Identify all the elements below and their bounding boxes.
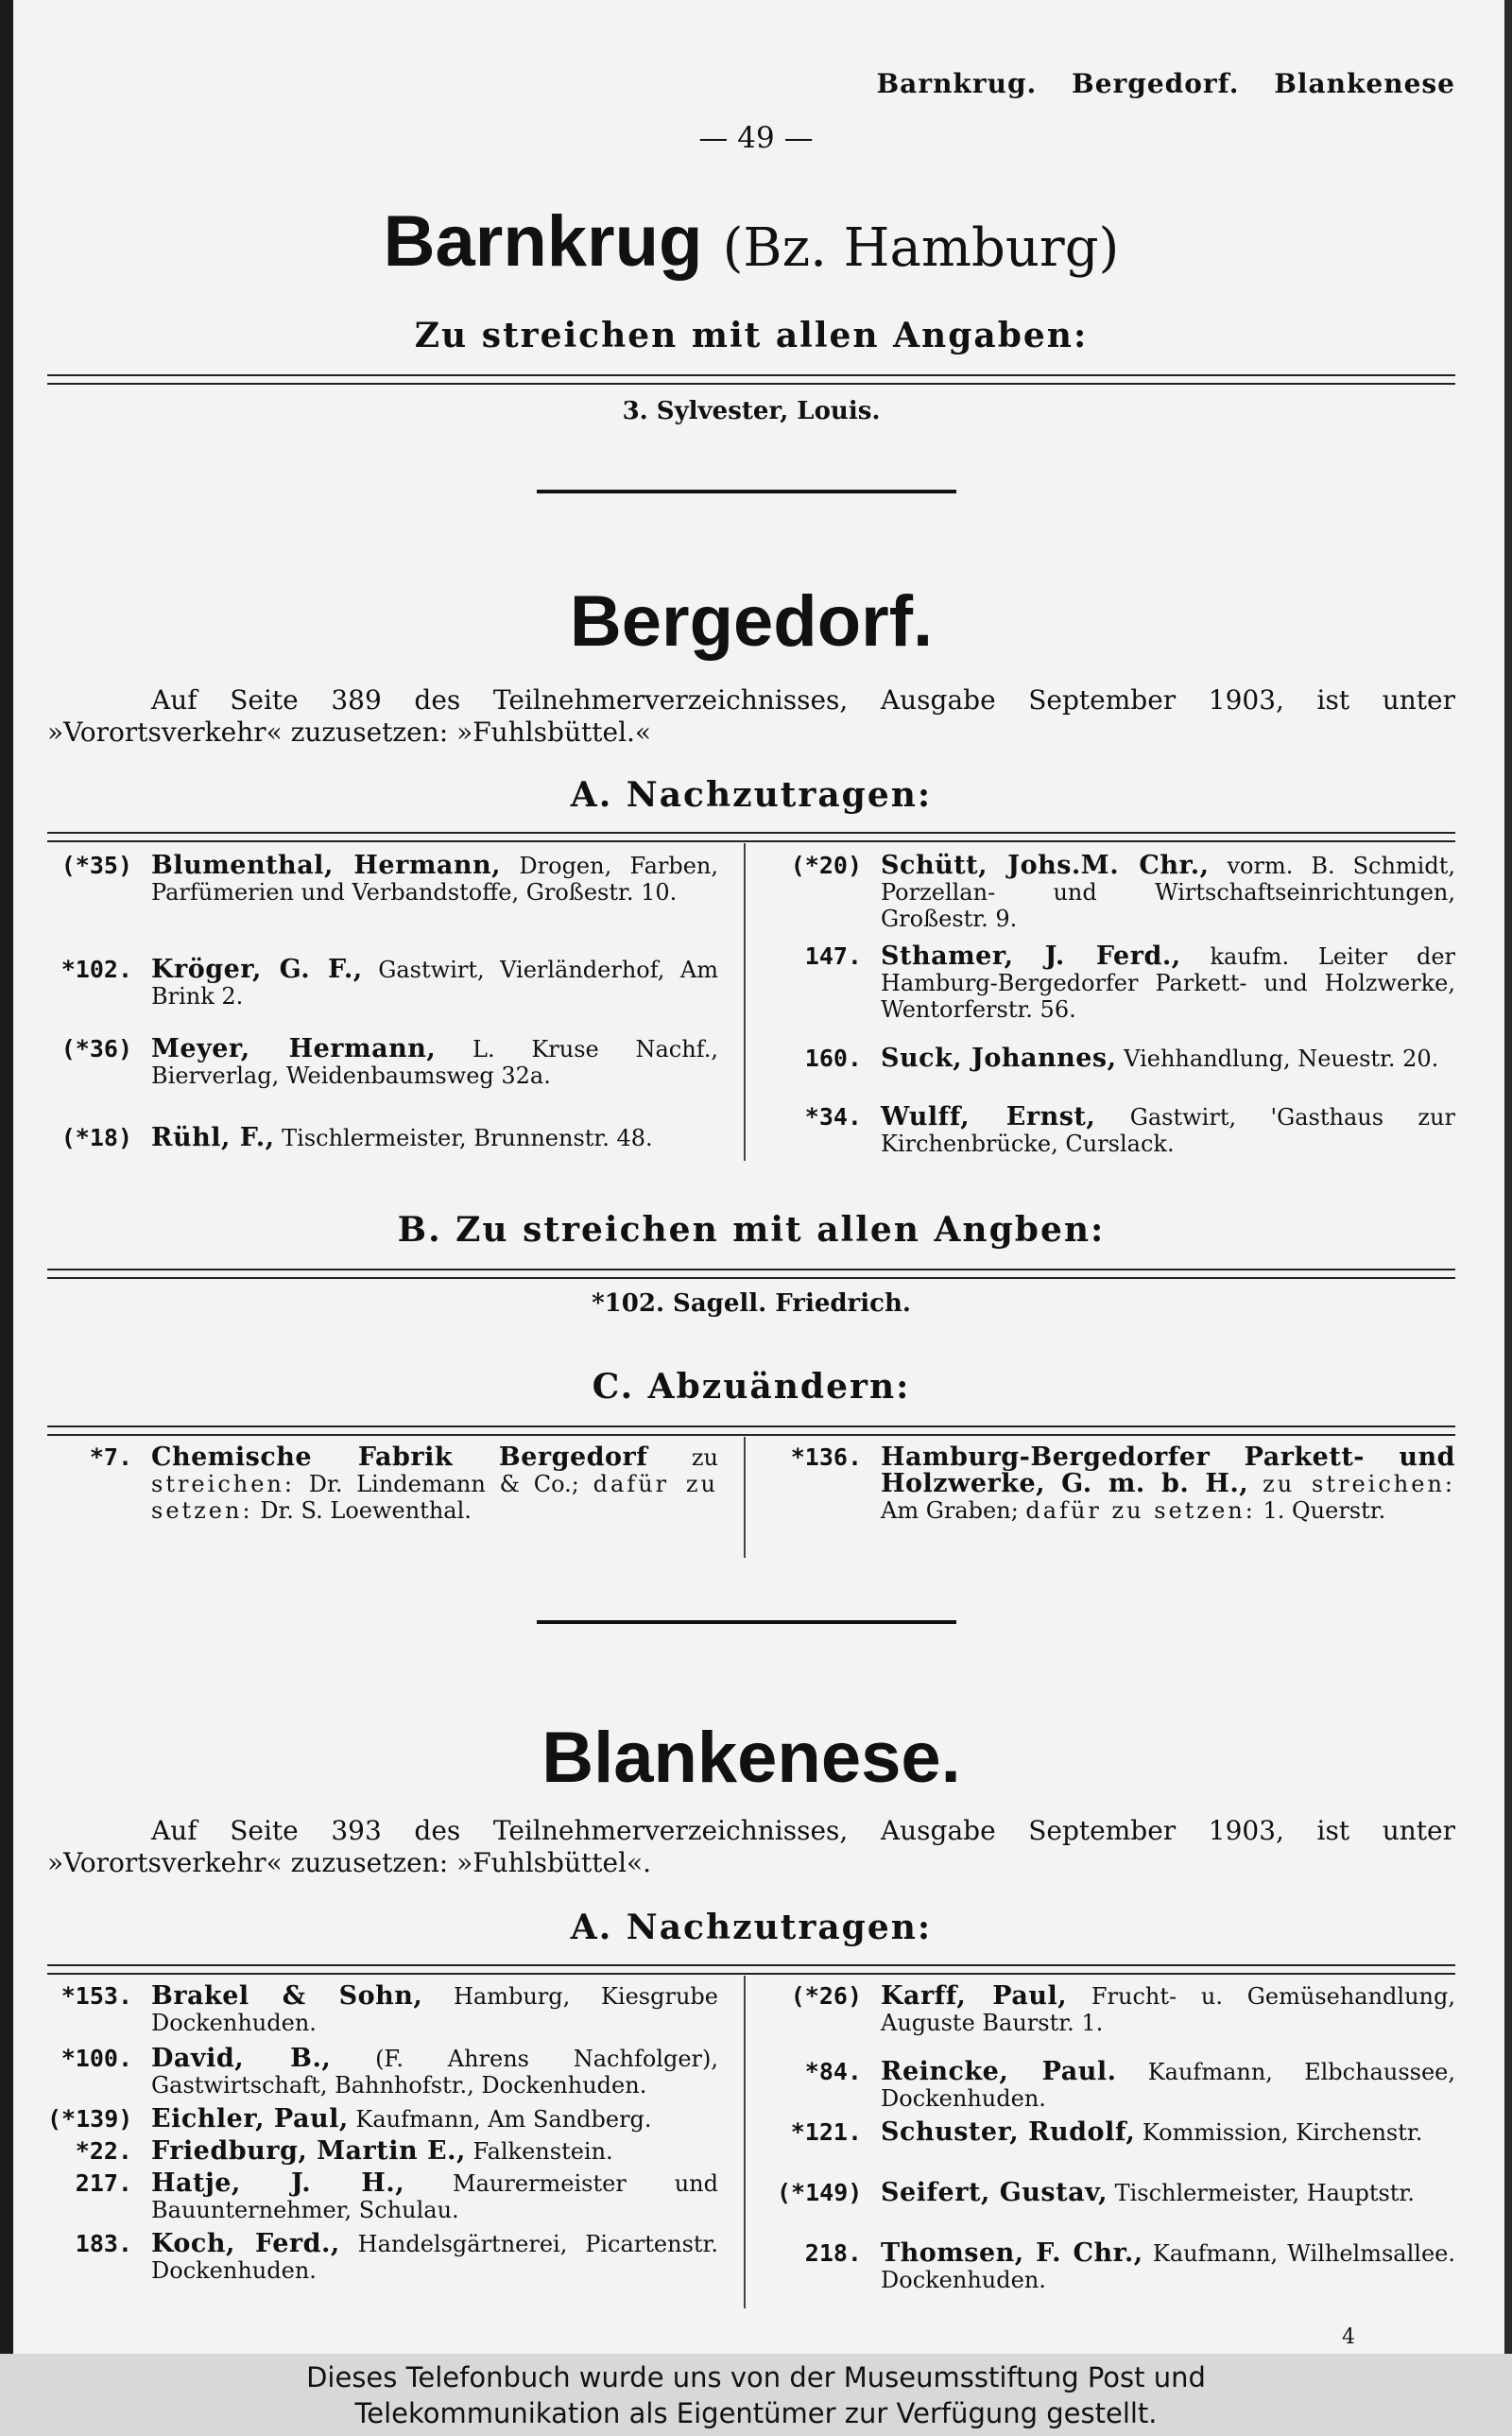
entry-number: (*149) xyxy=(777,2179,863,2206)
entry-number: *7. xyxy=(89,1443,132,1471)
section-heading: Zu streichen mit allen Angaben: xyxy=(414,316,1089,355)
entry-name: Thomsen, F. Chr., xyxy=(881,2238,1143,2268)
delete-entry: 3. Sylvester, Louis. xyxy=(622,397,881,425)
entry-text xyxy=(151,2231,718,2284)
delete-entry: *102. Sagell. Friedrich. xyxy=(592,1289,911,1318)
town-suffix: (Bz. Hamburg) xyxy=(722,217,1120,279)
section-heading: C. Abzuändern: xyxy=(592,1367,911,1407)
running-head xyxy=(852,68,1455,99)
entry-name: Hamburg-Bergedorfer Parkett- und Holzwerke, G. m. b. H., xyxy=(881,1443,1455,1498)
double-rule xyxy=(47,1269,1455,1279)
entry-name: Rühl, F., xyxy=(151,1123,275,1152)
entry-detail: Maurermeister und Bauunternehmer, Schulau. xyxy=(151,2170,718,2223)
entry-name: Wulff, Ernst, xyxy=(881,1102,1096,1132)
double-rule xyxy=(47,832,1455,842)
entry-number: (*36) xyxy=(60,1035,132,1063)
running-head-item: Blankenese xyxy=(1274,68,1455,99)
entry-number: 160. xyxy=(804,1045,862,1072)
entry-text xyxy=(151,2106,718,2133)
intro-line: »Vorortsverkehr« zuzusetzen: »Fuhlsbüttel«. xyxy=(47,1847,652,1878)
intro-line: Auf Seite 393 des Teilnehmerverzeichnisses, Ausgabe September 1903, ist unter xyxy=(151,1815,1455,1846)
set-label: dafür zu setzen: xyxy=(151,1471,718,1524)
set-label: dafür zu setzen: xyxy=(1025,1497,1256,1524)
entry-text xyxy=(881,2119,1455,2146)
entry-text xyxy=(151,1444,718,1524)
section-heading: B. Zu streichen mit allen Angben: xyxy=(397,1210,1106,1250)
entry-text xyxy=(151,1036,718,1089)
entry-number: (*35) xyxy=(60,852,132,879)
entry-text xyxy=(881,1104,1455,1157)
column-divider xyxy=(744,843,746,1161)
entry-detail: Kaufmann, Wilhelmsallee. Dockenhuden. xyxy=(881,2240,1455,2293)
entry-detail: Kaufmann, Elbchaussee, Dockenhuden. xyxy=(881,2059,1455,2112)
double-rule xyxy=(47,1964,1455,1975)
intro-text xyxy=(47,684,1455,749)
page-number: — 49 — xyxy=(698,121,814,155)
intro-text xyxy=(47,1815,1455,1879)
entry-number: *153. xyxy=(60,1982,132,2010)
footer-line: Telekommunikation als Eigentümer zur Verfügung gestellt. xyxy=(354,2397,1158,2429)
column-divider xyxy=(744,1976,746,2308)
entry-number: (*26) xyxy=(790,1982,862,2010)
strike-label: zu streichen: xyxy=(1263,1471,1455,1497)
entry-name: Chemische Fabrik Bergedorf xyxy=(151,1443,648,1472)
entry-detail: Handelsgärtnerei, Picartenstr. Dockenhuden. xyxy=(151,2231,718,2284)
entry-detail: Gastwirt, Vierländerhof, Am Brink 2. xyxy=(151,957,718,1010)
town-title-bergedorf: Bergedorf. xyxy=(569,581,934,662)
entry-number: *84. xyxy=(804,2058,862,2085)
intro-line: Auf Seite 389 des Teilnehmerverzeichnisses, Ausgabe September 1903, ist unter xyxy=(151,684,1455,716)
entry-text xyxy=(151,2046,718,2099)
entry-text xyxy=(881,2240,1455,2293)
entry-name: Meyer, Hermann, xyxy=(151,1034,437,1063)
entry-name: Karff, Paul, xyxy=(881,1981,1068,2011)
section-heading: A. Nachzutragen: xyxy=(570,775,933,815)
entry-name: Seifert, Gustav, xyxy=(881,2178,1108,2207)
entry-name: Friedburg, Martin E., xyxy=(151,2136,466,2166)
running-head-item: Barnkrug. xyxy=(876,68,1038,99)
entry-detail: zu xyxy=(691,1444,718,1471)
strike-label: streichen: xyxy=(151,1471,295,1497)
entry-detail: kaufm. Leiter der Hamburg-Bergedorfer Parkett- und Holzwerke, Wentorferstr. 56. xyxy=(881,943,1456,1023)
entry-number: 217. xyxy=(75,2169,132,2197)
entry-name: Blumenthal, Hermann, xyxy=(151,851,502,880)
entry-number: *100. xyxy=(60,2045,132,2072)
column-divider xyxy=(744,1437,746,1558)
entry-name: Eichler, Paul, xyxy=(151,2104,349,2134)
town-title-barnkrug xyxy=(47,201,1455,282)
entry-name: David, B., xyxy=(151,2044,332,2073)
footer-notice xyxy=(0,2354,1512,2436)
entry-text xyxy=(151,1983,718,2036)
double-rule xyxy=(47,374,1455,385)
entry-name: Hatje, J. H., xyxy=(151,2168,405,2198)
scan-edge-right xyxy=(1504,0,1512,2354)
entry-text xyxy=(881,2180,1455,2206)
entry-number: (*139) xyxy=(47,2105,133,2133)
entry-text xyxy=(151,853,718,906)
entry-number: 183. xyxy=(75,2230,132,2257)
entry-text xyxy=(881,2059,1455,2112)
change-entry xyxy=(777,1444,1455,1558)
entry-text xyxy=(151,957,718,1010)
entry-name: Brakel & Sohn, xyxy=(151,1981,423,2011)
entry-number: *22. xyxy=(75,2137,132,2165)
entry-text xyxy=(151,1125,718,1151)
change-entry xyxy=(47,1444,718,1558)
entry-detail: Tischlermeister, Brunnenstr. 48. xyxy=(282,1125,653,1151)
entry-detail: Viehhandlung, Neuestr. 20. xyxy=(1124,1045,1439,1072)
double-rule xyxy=(47,1425,1455,1436)
set-value: Dr. S. Loewenthal. xyxy=(260,1497,472,1524)
strike-value: Am Graben; xyxy=(881,1497,1019,1524)
entry-name: Suck, Johannes, xyxy=(881,1044,1117,1073)
section-separator xyxy=(537,1620,956,1624)
entry-name: Sthamer, J. Ferd., xyxy=(881,942,1181,971)
scan-edge-left xyxy=(0,0,13,2354)
entry-name: Kröger, G. F., xyxy=(151,955,363,984)
entry-number: *34. xyxy=(804,1103,862,1131)
entry-detail: Hamburg, Kiesgrube Dockenhuden. xyxy=(151,1983,718,2036)
entry-name: Schuster, Rudolf, xyxy=(881,2117,1136,2147)
set-value: 1. Querstr. xyxy=(1263,1497,1386,1524)
entry-number: (*18) xyxy=(60,1124,132,1151)
entry-text xyxy=(881,1045,1455,1072)
entry-text xyxy=(881,943,1455,1023)
entry-detail: Gastwirt, 'Gasthaus zur Kirchenbrücke, Curslack. xyxy=(881,1104,1455,1157)
entry-number: 218. xyxy=(804,2239,862,2267)
entry-detail: vorm. B. Schmidt, Porzellan- und Wirtschaftseinrichtungen, Großestr. 9. xyxy=(881,853,1455,932)
town-name: Barnkrug xyxy=(383,201,703,282)
entry-text xyxy=(151,2138,718,2165)
footer-line: Dieses Telefonbuch wurde uns von der Museumsstiftung Post und xyxy=(306,2361,1206,2393)
entry-number: 147. xyxy=(804,942,862,970)
entry-number: (*20) xyxy=(790,852,862,879)
intro-line: »Vorortsverkehr« zuzusetzen: »Fuhlsbüttel.« xyxy=(47,717,652,748)
entry-detail: Kommission, Kirchenstr. xyxy=(1142,2119,1423,2146)
entry-detail: Drogen, Farben, Parfümerien und Verbandstoffe, Großestr. 10. xyxy=(151,853,718,906)
section-separator xyxy=(537,490,956,493)
section-heading: A. Nachzutragen: xyxy=(570,1908,933,1947)
entry-detail: Falkenstein. xyxy=(472,2138,613,2165)
entry-text xyxy=(151,2170,718,2223)
strike-value: Dr. Lindemann & Co.; xyxy=(308,1471,579,1497)
entry-number: *102. xyxy=(60,956,132,983)
entry-detail: Kaufmann, Am Sandberg. xyxy=(355,2106,652,2133)
entry-number: *136. xyxy=(790,1443,862,1471)
entry-detail: (F. Ahrens Nachfolger), Gastwirtschaft, Bahnhofstr., Dockenhuden. xyxy=(151,2046,718,2099)
entry-detail: L. Kruse Nachf., Bierverlag, Weidenbaumsweg 32a. xyxy=(151,1036,718,1089)
entry-name: Schütt, Johs.M. Chr., xyxy=(881,851,1210,880)
entry-detail: Frucht- u. Gemüsehandlung, Auguste Baurstr. 1. xyxy=(881,1983,1456,2036)
running-head-item: Bergedorf. xyxy=(1072,68,1240,99)
entry-number: *121. xyxy=(790,2118,862,2146)
signature-mark: 4 xyxy=(1342,2325,1355,2349)
entry-text xyxy=(881,1983,1455,2036)
town-title-blankenese: Blankenese. xyxy=(541,1718,961,1798)
entry-text xyxy=(881,853,1455,932)
entry-name: Reincke, Paul. xyxy=(881,2057,1117,2086)
entry-name: Koch, Ferd., xyxy=(151,2229,340,2258)
entry-text xyxy=(881,1444,1455,1524)
entry-detail: Tischlermeister, Hauptstr. xyxy=(1114,2180,1415,2206)
